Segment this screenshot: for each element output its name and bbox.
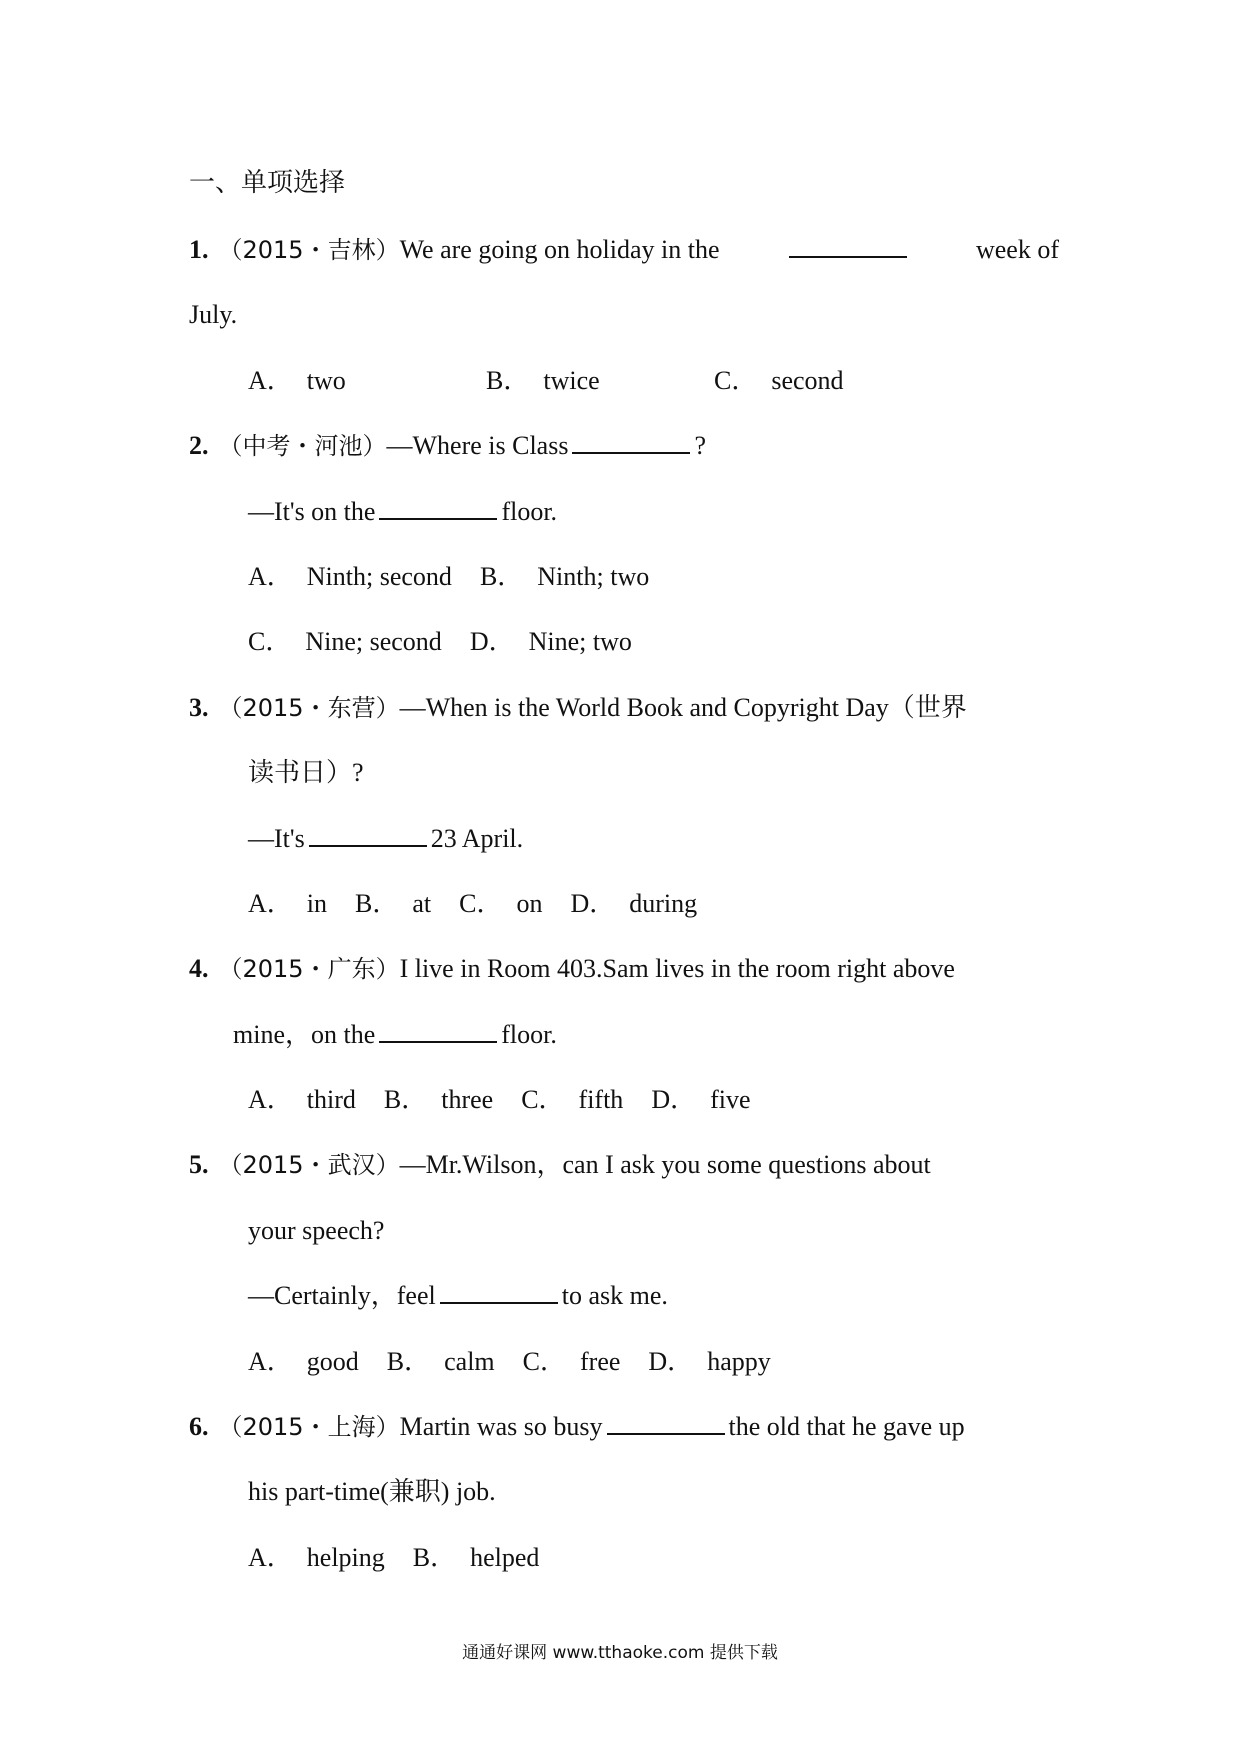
option-c[interactable] [459, 889, 542, 918]
question-stem: I live in Room 403.Sam lives in the room right above [399, 954, 955, 984]
question-stem: —When is the World Book and Copyright Day（世界 [399, 692, 967, 722]
option-b[interactable] [486, 348, 686, 413]
option-letter: B． [412, 1542, 457, 1572]
option-letter: A． [248, 1085, 293, 1115]
question-source: （2015・东营） [218, 693, 400, 722]
option-b[interactable] [413, 1543, 540, 1572]
question-number: 4. [189, 954, 209, 984]
answer-blank [607, 1413, 725, 1435]
option-letter: B． [486, 365, 530, 395]
question-list [189, 217, 1059, 1590]
option-text: helped [470, 1542, 540, 1572]
answer-blank [572, 432, 690, 454]
option-text: third [306, 1085, 356, 1115]
option-text: fifth [578, 1085, 624, 1115]
answer-blank [789, 236, 907, 258]
option-d[interactable] [648, 1347, 770, 1376]
section-title: 一、单项选择 [189, 168, 346, 198]
option-text: during [629, 888, 698, 918]
question-stem: —It's on the [248, 496, 376, 526]
option-letter: A． [248, 888, 293, 918]
question-number: 2. [189, 431, 209, 461]
question-stem: 读书日）? [248, 758, 364, 788]
option-letter: C． [248, 627, 292, 657]
option-letter: D． [651, 1085, 697, 1115]
option-b[interactable] [355, 889, 431, 918]
option-a[interactable] [248, 348, 458, 413]
question-2-options-cd [189, 609, 1059, 674]
question-stem: the old that he gave up [728, 1412, 965, 1442]
question-stem: Martin was so busy [399, 1412, 603, 1442]
question-source: （2015・上海） [218, 1413, 400, 1442]
option-letter: C． [522, 1346, 566, 1376]
question-2-line-1 [189, 413, 1059, 478]
option-a[interactable] [248, 1347, 359, 1376]
option-c[interactable] [248, 627, 442, 656]
option-c[interactable] [521, 1085, 623, 1114]
question-number: 5. [189, 1150, 209, 1180]
question-5-options [189, 1329, 1059, 1394]
question-stem: to ask me. [561, 1281, 668, 1311]
question-3-options [189, 871, 1059, 936]
footer-watermark: 通通好课网 www.tthaoke.com 提供下载 [462, 1643, 778, 1663]
question-6-line-1 [189, 1394, 1059, 1459]
option-text: good [306, 1346, 359, 1376]
option-text: on [516, 888, 543, 918]
option-text: Nine; second [305, 627, 442, 657]
option-letter: C． [459, 888, 503, 918]
question-3-line-3 [189, 806, 1059, 871]
option-a[interactable] [248, 562, 452, 591]
question-5-line-1 [189, 1132, 1059, 1197]
question-3-line-1 [189, 675, 1059, 740]
question-4-options [189, 1067, 1059, 1132]
question-stem: his part-time(兼职) job. [248, 1477, 496, 1507]
option-a[interactable] [248, 1085, 356, 1114]
question-stem: —Mr.Wilson，can I ask you some questions about [399, 1150, 931, 1180]
option-text: Ninth; two [537, 561, 650, 591]
option-text: three [441, 1085, 494, 1115]
answer-blank [440, 1282, 558, 1304]
question-source: （2015・武汉） [218, 1151, 400, 1180]
option-d[interactable] [470, 627, 632, 656]
question-stem: —Certainly，feel [248, 1281, 436, 1311]
option-b[interactable] [480, 562, 649, 591]
question-stem: your speech? [248, 1215, 385, 1245]
option-text: two [306, 365, 346, 395]
option-text: free [580, 1346, 621, 1376]
question-source: （2015・吉林） [218, 236, 400, 264]
option-d[interactable] [651, 1085, 750, 1114]
option-text: Nine; two [528, 627, 632, 657]
option-letter: B． [479, 561, 524, 591]
option-c[interactable] [523, 1347, 621, 1376]
option-d[interactable] [570, 889, 697, 918]
option-letter: A． [248, 561, 293, 591]
question-stem: —It's [248, 823, 305, 853]
question-2-options-ab [189, 544, 1059, 609]
option-b[interactable] [384, 1085, 493, 1114]
option-letter: A． [248, 365, 293, 395]
question-5-line-3 [189, 1263, 1059, 1328]
question-6-options [189, 1525, 1059, 1590]
option-text: calm [444, 1346, 495, 1376]
question-stem: July. [189, 300, 238, 330]
option-a[interactable] [248, 1543, 385, 1572]
question-source: （中考・河池） [218, 432, 387, 461]
question-stem: —Where is Class [386, 431, 569, 461]
question-stem: mine，on the [233, 1019, 376, 1049]
option-letter: B． [386, 1346, 431, 1376]
answer-blank [309, 825, 427, 847]
option-text: five [710, 1085, 751, 1115]
option-letter: D． [648, 1346, 694, 1376]
question-1-line-1 [189, 217, 1059, 282]
option-text: in [306, 888, 328, 918]
question-4-line-1 [189, 936, 1059, 1001]
question-number: 1. [189, 235, 209, 264]
question-stem: floor. [501, 1019, 557, 1049]
option-letter: A． [248, 1542, 293, 1572]
question-4-line-2 [189, 1002, 1059, 1067]
question-number: 6. [189, 1412, 209, 1442]
question-stem: floor. [501, 496, 558, 526]
question-number: 3. [189, 692, 209, 722]
question-source: （2015・广东） [218, 955, 400, 984]
answer-blank [379, 498, 497, 520]
question-stem: We are going on holiday in the [399, 235, 720, 264]
option-text: at [412, 888, 432, 918]
answer-blank [379, 1021, 497, 1043]
option-letter: C． [714, 365, 758, 395]
question-2-line-2 [189, 479, 1059, 544]
option-letter: C． [521, 1085, 565, 1115]
option-text: happy [707, 1346, 771, 1376]
option-letter: D． [570, 888, 616, 918]
option-letter: B． [355, 888, 399, 918]
option-c[interactable] [714, 366, 844, 395]
option-text: helping [306, 1542, 385, 1572]
question-stem: 23 April. [430, 823, 524, 853]
option-letter: A． [248, 1346, 293, 1376]
option-text: Ninth; second [306, 561, 452, 591]
option-text: second [771, 365, 844, 395]
option-letter: D． [469, 627, 515, 657]
option-a[interactable] [248, 889, 327, 918]
option-letter: B． [383, 1085, 428, 1115]
option-b[interactable] [387, 1347, 495, 1376]
option-text: twice [543, 365, 600, 395]
question-stem: week of [975, 235, 1059, 264]
question-stem: ? [694, 431, 707, 461]
question-1-options [189, 348, 1059, 413]
